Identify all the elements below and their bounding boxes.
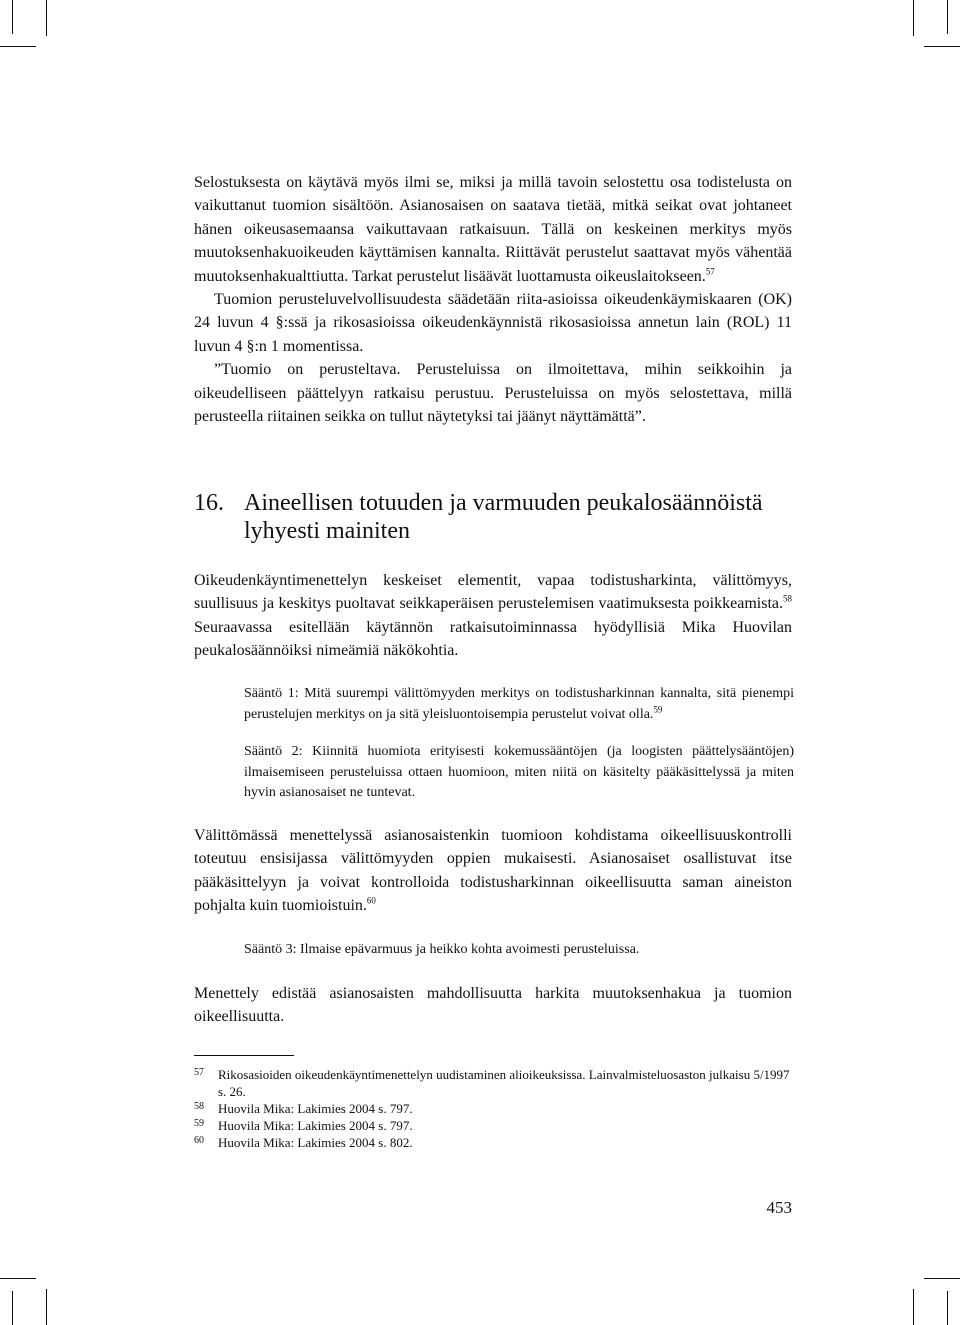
crop-mark-top-left-inner <box>12 0 13 34</box>
crop-mark-bottom-right-horizontal <box>924 1278 960 1279</box>
footnote-ref-58: 58 <box>783 594 792 605</box>
footnote-59: 59 Huovila Mika: Lakimies 2004 s. 797. <box>194 1118 413 1133</box>
rule-3: Sääntö 3: Ilmaise epävarmuus ja heikko kohta avoimesti perusteluissa. <box>244 942 640 957</box>
paragraph-1: Selostuksesta on käytävä myös ilmi se, miksi ja millä tavoin selostettu osa todistelusta on vaikuttanut tuomion sisältöön. Asianosaisen on saatava tietää, mitkä seikat ovat johtaneet hänen oikeusasemaansa vaikuttavaan ratkaisuun. Tällä on keskeinen merkitys myös muutoksenhakuoikeuden käyttämisen kannalta. Riittävät perustelut saattavat myös vähentää muutoksenhakualttiutta. Tarkat perustelut lisäävät luottamusta oikeuslaitokseen.$^{57}$ <box>194 174 792 285</box>
paragraph-6: Menettely edistää asianosaisten mahdollisuutta harkita muutoksenhakua ja tuomion oikeellisuutta. <box>194 985 792 1026</box>
rule-2: Sääntö 2: Kiinnitä huomiota erityisesti kokemussääntöjen (ja loogisten päättelysääntöjen) ilmaisemiseen perusteluissa ottaen huomioon, miten niitä on käsitelty pääkäsittelyssä ja miten hyvin asianosaiset ne tuntevat. <box>244 744 794 800</box>
footnote-separator <box>194 1055 294 1056</box>
footnotes <box>194 1066 794 1151</box>
footnote-58: 58 Huovila Mika: Lakimies 2004 s. 797. <box>194 1101 413 1116</box>
paragraph-4: Oikeudenkäyntimenettelyn keskeiset elementit, vapaa todistusharkinta, välittömyys, suullisuus ja keskitys puoltavat seikkaperäisen perustelemisen vaatimuksesta poikkeamista.$^{58}$ Seuraavassa esitellään käytännön ratkaisutoiminnassa hyödyllisiä Mika Huovilan peukalosäännöiksi nimeämiä näkökohtia. <box>194 572 792 660</box>
rule-1: Sääntö 1: Mitä suurempi välittömyyden merkitys on todistusharkinnan kannalta, sitä pienempi perustelujen merkitys on ja sitä yleisluontoisempia perustelut voivat olla.$^{59}$ <box>244 686 794 722</box>
crop-mark-bottom-left-vertical <box>46 1289 47 1325</box>
body-text-paragraph-6 <box>194 982 792 1029</box>
footnote-57: 57 Rikosasioiden oikeudenkäyntimenettelyn uudistaminen alioikeuksissa. Lainvalmisteluosaston julkaisu 5/1997 s. 26. <box>194 1067 790 1099</box>
crop-mark-bottom-right-vertical <box>913 1289 914 1325</box>
section-number: 16. <box>194 490 224 516</box>
paragraph-3: ”Tuomio on perusteltava. Perusteluissa on ilmoitettava, mihin seikkoihin ja oikeudelliseen päättelyyn ratkaisu perustuu. Perusteluissa on myös selostettava, millä perusteella riitainen seikka on tullut näytetyksi tai jäänyt näyttämättä”. <box>194 361 792 426</box>
footnote-ref-57: 57 <box>705 266 715 277</box>
paragraph-5: Välittömässä menettelyssä asianosaistenkin tuomioon kohdistama oikeellisuuskontrolli toteutuu ensisijassa välittömyyden oppien mukaisesti. Asianosaiset osallistuvat itse pääkäsittelyyn ja voivat kontrolloida todistusharkinnan oikeellisuutta saman aineiston pohjalta kuin tuomioistuin.$^{60}$ <box>194 827 792 915</box>
crop-mark-bottom-right-inner <box>947 1291 948 1325</box>
footnote-60: 60 Huovila Mika: Lakimies 2004 s. 802. <box>194 1135 413 1150</box>
footnote-ref-60: 60 <box>366 895 376 906</box>
crop-mark-top-left-horizontal <box>0 46 36 47</box>
body-text-paragraph-5 <box>194 824 792 918</box>
section-title: Aineellisen totuuden ja varmuuden peukalosäännöistä lyhyesti mainiten <box>244 490 763 544</box>
crop-mark-top-right-inner <box>947 0 948 34</box>
body-text-top <box>194 171 792 428</box>
body-text-section <box>194 569 792 663</box>
paragraph-2: Tuomion perusteluvelvollisuudesta säädetään riita-asioissa oikeudenkäymiskaaren (OK) 24 luvun 4 §:ssä ja rikosasioissa oikeudenkäynnistä rikosasioissa annetun lain (ROL) 11 luvun 4 §:n 1 momentissa. <box>194 291 792 355</box>
section-heading <box>194 489 794 545</box>
crop-mark-bottom-left-inner <box>12 1291 13 1325</box>
crop-mark-bottom-left-horizontal <box>0 1278 36 1279</box>
crop-mark-top-right-horizontal <box>924 46 960 47</box>
crop-mark-top-left-vertical <box>46 0 47 36</box>
footnote-ref-59: 59 <box>653 703 663 714</box>
page-number: 453 <box>766 1198 792 1217</box>
crop-mark-top-right-vertical <box>913 0 914 36</box>
